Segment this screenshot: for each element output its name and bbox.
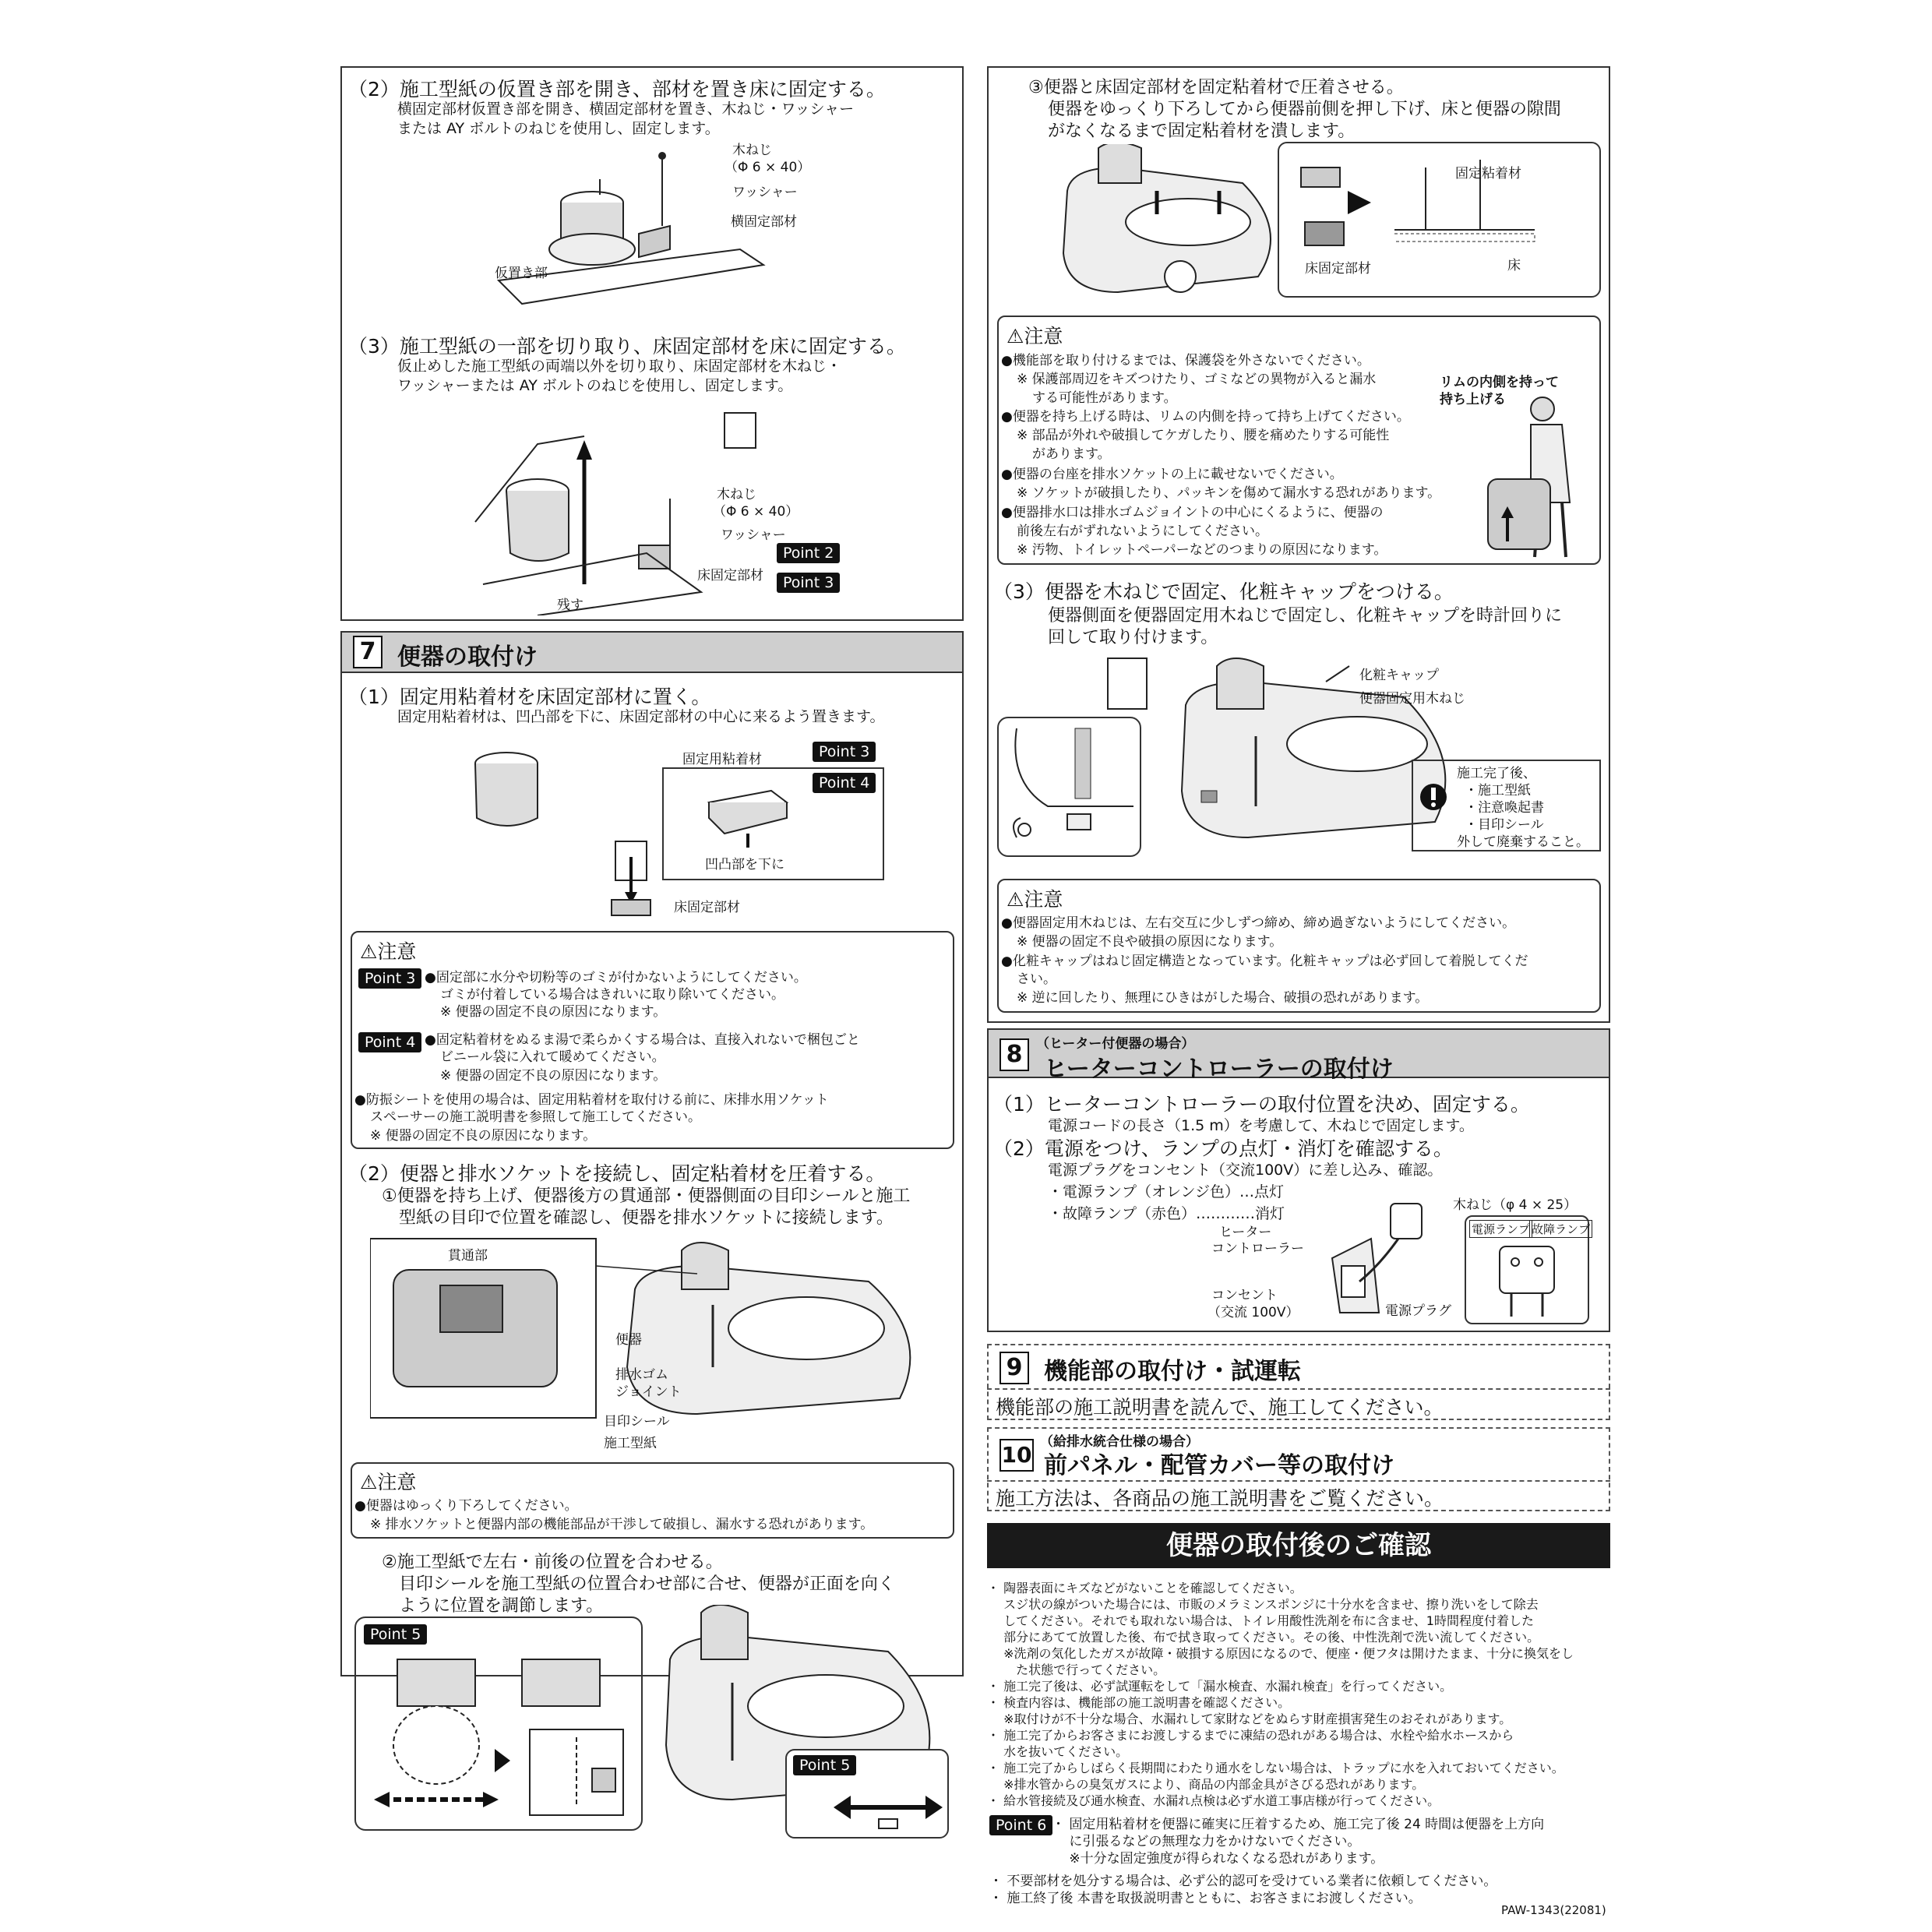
- step2-washer-label: ワッシャー: [732, 185, 798, 200]
- sec7-s1-title: （1）固定用粘着材を床固定部材に置く。: [348, 686, 711, 708]
- confirm-line: ・ 給水管接続及び通水検査、水漏れ点検は必ず水道工事店様が行ってください。: [987, 1793, 1440, 1808]
- sec7-caution-head: ⚠注意: [360, 940, 417, 963]
- sec7-caution-c3c: ※ 便器の固定不良の原因になります。: [370, 1128, 597, 1144]
- step2-screw-size: （Φ 6 × 40）: [724, 160, 811, 175]
- confirm-line: ※排水管からの臭気ガスにより、商品の内部金具がさびる恐れがあります。: [987, 1777, 1425, 1792]
- sec8-s2d: 電源プラグをコンセント（交流100V）に差し込み、確認。: [1048, 1162, 1443, 1179]
- step3-desc1: 仮止めした施工型紙の両端以外を切り取り、床固定部材を木ねじ・: [397, 358, 842, 375]
- sec7-down-label: 凹凸部を下に: [705, 857, 784, 873]
- sec7-paper-label: 施工型紙: [604, 1436, 657, 1451]
- sec8-ctrl-label1: ヒーター: [1219, 1225, 1272, 1240]
- s3-desc1: 便器側面を便器固定用木ねじで固定し、化粧キャップを時計回りに: [1048, 606, 1563, 626]
- caution4-c1a: ※ 便器の固定不良や破損の原因になります。: [1017, 934, 1283, 950]
- s3c-title: ③便器と床固定部材を固定粘着材で圧着させる。: [1028, 78, 1404, 97]
- sec7-point5-illustration: [366, 1652, 639, 1823]
- sec7-through-label: 貫通部: [448, 1248, 488, 1264]
- s3-title: （3）便器を木ねじで固定、化粧キャップをつける。: [993, 580, 1454, 603]
- s3-done2: ・施工型紙: [1465, 783, 1531, 799]
- confirm-end2: ・ 施工終了後 本書を取扱説明書とともに、お客さまにお渡しください。: [989, 1891, 1422, 1906]
- step2-side-part-label: 横固定部材: [731, 214, 797, 230]
- sec7-title: 便器の取付け: [397, 643, 538, 671]
- caution4-c2: ●化粧キャップはねじ固定構造となっています。化粧キャップは必ず回して着脱してくだ: [1001, 954, 1528, 969]
- caution3-c4a: 前後左右がずれないようにしてください。: [1017, 524, 1268, 539]
- sec9-divider: [987, 1388, 1610, 1390]
- sec7-caution-point3: Point 3: [358, 968, 421, 989]
- sec7-point4-badge: Point 4: [813, 773, 876, 793]
- step2-screw-label: 木ねじ: [732, 143, 772, 158]
- step3-point3-badge: Point 3: [777, 573, 840, 593]
- caution3-head: ⚠注意: [1007, 325, 1063, 347]
- sec7-caution-c2b: ビニール袋に入れて暖めてください。: [440, 1049, 665, 1065]
- confirm-list: [987, 1580, 1610, 1809]
- sec9-desc: 機能部の施工説明書を読んで、施工してください。: [996, 1396, 1444, 1419]
- step2-desc1: 横固定部材仮置き部を開き、横固定部材を置き、木ねじ・ワッシャー: [397, 100, 855, 118]
- sec8-power-lamp-label: 電源ランプ: [1469, 1220, 1532, 1238]
- s3-cap-label: 化粧キャップ: [1359, 668, 1439, 683]
- document-id: PAW-1343(22081): [1501, 1903, 1606, 1917]
- sec8-screw-label: 木ねじ（φ 4 × 25）: [1453, 1197, 1578, 1213]
- confirm-end1: ・ 不要部材を処分する場合は、必ず公的認可を受けている業者に依頼してください。: [989, 1874, 1497, 1889]
- sec7-point5-badge-a: Point 5: [364, 1624, 427, 1645]
- sec10-divider: [987, 1480, 1610, 1482]
- caution4-head: ⚠注意: [1007, 888, 1063, 911]
- s3-done4: ・目印シール: [1465, 817, 1544, 833]
- confirm-p6a: ・ 固定用粘着材を便器に確実に圧着するため、施工完了後 24 時間は便器を上方向: [1052, 1817, 1545, 1832]
- s3-done3: ・注意喚起書: [1465, 800, 1544, 816]
- step3-washer-label: ワッシャー: [721, 527, 786, 543]
- confirm-line: 水を抜いてください。: [987, 1744, 1129, 1759]
- sec10-title: 前パネル・配管カバー等の取付け: [1044, 1452, 1394, 1479]
- s3-done1: 施工完了後、: [1457, 766, 1536, 781]
- sec10-number: 10: [999, 1439, 1034, 1472]
- sec7-s2-title: （2）便器と排水ソケットを接続し、固定粘着材を圧着する。: [348, 1162, 886, 1185]
- step3-floor-part-label: 床固定部材: [697, 568, 763, 583]
- caution3-c1b: する可能性があります。: [1032, 390, 1177, 406]
- step3-desc2: ワッシャーまたは AY ボルトのねじを使用し、固定します。: [397, 377, 793, 394]
- caution3-person-illustration: [1484, 393, 1593, 561]
- caution3-c4b: ※ 汚物、トイレットペーパーなどのつまりの原因になります。: [1017, 542, 1387, 558]
- caution4-c2a: ※ 逆に回したり、無理にひきはがした場合、破損の恐れがあります。: [1017, 990, 1429, 1006]
- s3c-floor-label: 床: [1507, 258, 1521, 273]
- confirm-banner: 便器の取付後のご確認: [987, 1523, 1610, 1568]
- caution3-c2b: があります。: [1032, 446, 1111, 462]
- confirm-line: してください。それでも取れない場合は、トイレ用酸性洗剤を布に含ませ、1時間程度付着した: [987, 1613, 1534, 1628]
- s3-done5: 外して廃棄すること。: [1457, 834, 1589, 850]
- sec7-caution-c3a: ●防振シートを使用の場合は、固定用粘着材を取付ける前に、床排水用ソケット: [354, 1092, 829, 1108]
- sec10-subtitle: （給排水統合仕様の場合）: [1040, 1434, 1199, 1450]
- confirm-line: ※取付けが不十分な場合、水漏れして家財などをぬらす財産損害発生のおそれがあります。: [987, 1712, 1512, 1726]
- sec7-s1-desc: 固定用粘着材は、凹凸部を下に、床固定部材の中心に来るよう置きます。: [397, 708, 885, 725]
- sec8-ctrl-label2: コントローラー: [1211, 1241, 1304, 1257]
- step2-desc2: または AY ボルトのねじを使用し、固定します。: [397, 120, 720, 137]
- caution3-rim2: 持ち上げる: [1440, 392, 1506, 407]
- confirm-line: た状態で行ってください。: [987, 1662, 1166, 1677]
- step3-point2-badge: Point 2: [777, 543, 840, 563]
- sec8-number: 8: [999, 1038, 1029, 1071]
- sec9-title: 機能部の取付け・試運転: [1044, 1358, 1301, 1385]
- s3-screw-label: 便器固定用木ねじ: [1359, 691, 1465, 707]
- caution3-c3: ●便器の台座を排水ソケットの上に載せないでください。: [1001, 467, 1343, 482]
- sec7-caution-c3b: スペーサーの施工説明書を参照して施工してください。: [370, 1109, 701, 1125]
- s3-instruct-icon: [1419, 783, 1451, 822]
- s3c-desc1: 便器をゆっくり下ろしてから便器前側を押し下げ、床と便器の隙間: [1048, 100, 1561, 119]
- sec8-s1: （1）ヒーターコントローラーの取付位置を決め、固定する。: [993, 1093, 1530, 1116]
- sec9-number: 9: [999, 1352, 1029, 1384]
- sec8-lamp2: ・故障ランプ（赤色）…………消灯: [1048, 1205, 1285, 1222]
- confirm-line: ・ 施工完了からしばらく長期間にわたり通水をしない場合は、トラップに水を入れておいてください。: [987, 1761, 1564, 1775]
- sec8-outlet-label2: （交流 100V）: [1208, 1305, 1299, 1320]
- sec7-rubber-label1: 排水ゴム: [615, 1367, 668, 1383]
- sec7-s2b-desc2: ように位置を調節します。: [399, 1596, 604, 1616]
- caution3-c2: ●便器を持ち上げる時は、リムの内側を持って持ち上げてください。: [1001, 409, 1410, 425]
- caution3-c1: ●機能部を取り付けるまでは、保護袋を外さないでください。: [1001, 353, 1370, 368]
- sec8-lamp-device: [1496, 1243, 1558, 1320]
- sec7-caution2-c1: ●便器はゆっくり下ろしてください。: [354, 1498, 578, 1514]
- caution4-c2b: さい。: [1017, 971, 1056, 987]
- step2-title: （2）施工型紙の仮置き部を開き、部材を置き床に固定する。: [348, 78, 886, 100]
- sec7-caution2-head: ⚠注意: [360, 1471, 417, 1493]
- caution4-c1: ●便器固定用木ねじは、左右交互に少しずつ締め、締め過ぎないようにしてください。: [1001, 915, 1516, 931]
- sec7-point5-arrows: [834, 1784, 943, 1831]
- caution3-rim1: リムの内側を持って: [1440, 375, 1559, 390]
- sec7-adhesive-label: 固定用粘着材: [682, 752, 762, 767]
- sec7-point3-badge: Point 3: [813, 742, 876, 762]
- step3-leave-label: 残す: [557, 598, 583, 613]
- sec7-caution-c1c: ※ 便器の固定不良の原因になります。: [440, 1004, 667, 1020]
- s3-detail-illustration: [1001, 721, 1137, 853]
- confirm-p6b: に引張るなどの無理な力をかけないでください。: [1052, 1834, 1361, 1849]
- sec7-point5-badge-b: Point 5: [793, 1755, 856, 1775]
- sec7-rubber-label2: ジョイント: [615, 1384, 682, 1400]
- sec8-title: ヒーターコントローラーの取付け: [1044, 1056, 1394, 1083]
- step3-screw-label: 木ねじ: [717, 487, 756, 502]
- step3-title: （3）施工型紙の一部を切り取り、床固定部材を床に固定する。: [348, 335, 906, 358]
- s3c-adhesive-label: 固定粘着材: [1455, 166, 1521, 182]
- confirm-line: 部分にあてて放置した後、布で拭き取ってください。その後、中性洗剤で洗い流してください。: [987, 1630, 1540, 1645]
- confirm-line: ・ 施工完了後は、必ず試運転をして「漏水検査、水漏れ検査」を行ってください。: [987, 1679, 1453, 1694]
- sec7-toilet-label: 便器: [615, 1332, 642, 1348]
- sec7-s1-illustration: [421, 732, 670, 919]
- confirm-line: スジ状の線がついた場合には、市販のメラミンスポンジに十分水を含ませ、擦り洗いをして除去: [987, 1597, 1539, 1612]
- sec8-controller-illustration: [1324, 1196, 1441, 1320]
- s3c-floorpart-label: 床固定部材: [1305, 261, 1371, 277]
- sec7-caution-c2a: ●固定粘着材をぬるま湯で柔らかくする場合は、直接入れないで梱包ごと: [425, 1032, 860, 1048]
- caution3-c2a: ※ 部品が外れや破損してケガしたり、腰を痛めたりする可能性: [1017, 428, 1390, 443]
- sec8-s1d: 電源コードの長さ（1.5 m）を考慮して、木ねじで固定します。: [1048, 1117, 1474, 1134]
- sec7-caution-c2c: ※ 便器の固定不良の原因になります。: [440, 1068, 667, 1084]
- sec8-plug-label: 電源プラグ: [1385, 1303, 1451, 1319]
- sec7-s2-desc1: ①便器を持ち上げ、便器後方の貫通部・便器側面の目印シールと施工: [382, 1186, 911, 1206]
- sec10-desc: 施工方法は、各商品の施工説明書をご覧ください。: [996, 1487, 1444, 1510]
- step3-screw-size: （Φ 6 × 40）: [713, 504, 799, 520]
- confirm-line: ・ 検査内容は、機能部の施工説明書を確認ください。: [987, 1695, 1291, 1710]
- sec8-error-lamp-label: 故障ランプ: [1529, 1220, 1592, 1238]
- sec7-s2b-desc1: 目印シールを施工型紙の位置合わせ部に合せ、便器が正面を向く: [399, 1574, 895, 1594]
- confirm-p6c: ※十分な固定強度が得られなくなる恐れがあります。: [1052, 1851, 1384, 1867]
- sec7-caution-point4: Point 4: [358, 1032, 421, 1052]
- sec7-caution-c1a: ●固定部に水分や切粉等のゴミが付かないようにしてください。: [425, 970, 807, 985]
- sec7-caution-c1b: ゴミが付着している場合はきれいに取り除いてください。: [440, 987, 784, 1003]
- sec7-floor-part-label: 床固定部材: [674, 900, 740, 915]
- sec7-seal-label: 目印シール: [604, 1414, 670, 1430]
- sec7-caution2-c2: ※ 排水ソケットと便器内部の機能部品が干渉して破損し、漏水する恐れがあります。: [370, 1517, 874, 1532]
- sec8-outlet-label1: コンセント: [1211, 1288, 1278, 1303]
- s3c-desc2: がなくなるまで固定粘着材を潰します。: [1048, 122, 1356, 141]
- caution3-c4: ●便器排水口は排水ゴムジョイントの中心にくるように、便器の: [1001, 505, 1384, 520]
- s3c-toilet-illustration: [1056, 144, 1289, 300]
- caution3-c3a: ※ ソケットが破損したり、パッキンを傷めて漏水する恐れがあります。: [1017, 485, 1441, 501]
- sec7-adhesive-block: [701, 787, 795, 849]
- sec7-s2b-title: ②施工型紙で左右・前後の位置を合わせる。: [382, 1553, 723, 1572]
- sec7-number: 7: [353, 636, 383, 668]
- confirm-point6-badge: Point 6: [989, 1815, 1052, 1835]
- s3-desc2: 回して取り付けます。: [1048, 628, 1218, 647]
- confirm-line: ・ 施工完了からお客さまにお渡しするまでに凍結の恐れがある場合は、水栓や給水ホースから: [987, 1728, 1514, 1743]
- caution3-c1a: ※ 保護部周辺をキズつけたり、ゴミなどの異物が入ると漏水: [1017, 372, 1377, 387]
- confirm-line: ・ 陶器表面にキズなどがないことを確認してください。: [987, 1581, 1303, 1595]
- sec8-s2: （2）電源をつけ、ランプの点灯・消灯を確認する。: [993, 1137, 1453, 1160]
- sec7-s2-desc2: 型紙の目印で位置を確認し、便器を排水ソケットに接続します。: [399, 1208, 894, 1228]
- sec8-subtitle: （ヒーター付便器の場合）: [1036, 1036, 1195, 1052]
- confirm-line: ※洗剤の気化したガスが故障・破損する原因になるので、便座・便フタは開けたまま、十分に換気をし: [987, 1646, 1574, 1661]
- sec8-lamp1: ・電源ランプ（オレンジ色）…点灯: [1048, 1183, 1285, 1200]
- step2-temp-label: 仮置き部: [495, 266, 548, 281]
